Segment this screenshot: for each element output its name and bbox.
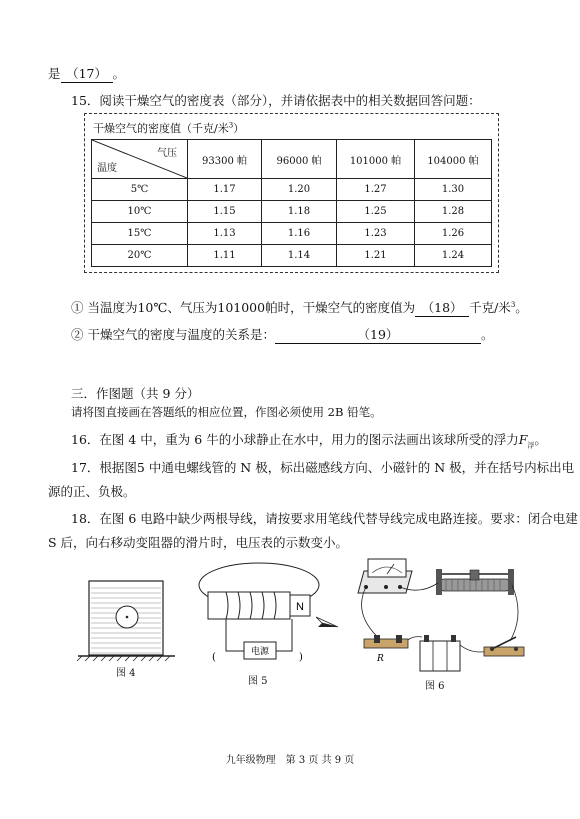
value-cell: 1.28 xyxy=(415,201,492,223)
section-3-heading: 三．作图题（共 9 分） xyxy=(71,386,200,401)
figures-area xyxy=(0,555,580,695)
figure-4 xyxy=(77,581,175,661)
blank-18: （18） xyxy=(415,298,469,317)
n-pole-label: N xyxy=(296,601,304,613)
density-table xyxy=(91,139,492,267)
value-cell: 1.25 xyxy=(337,201,415,223)
corner-cell xyxy=(92,140,188,179)
value-cell: 1.26 xyxy=(415,223,492,245)
paren-left: ( xyxy=(212,652,216,663)
paren-right: ) xyxy=(299,652,303,663)
sub2-text: ② 干燥空气的密度与温度的关系是： xyxy=(71,327,275,342)
sub1-sup: 3 xyxy=(510,300,516,309)
sub1-unit: 千克/米 xyxy=(469,300,511,315)
value-cell: 1.23 xyxy=(337,223,415,245)
battery xyxy=(420,635,460,671)
table-title-text: 干燥空气的密度值（千克/米 xyxy=(93,122,229,135)
q16-end: 。 xyxy=(534,432,547,447)
resistor xyxy=(364,635,408,664)
value-cell: 1.18 xyxy=(262,201,337,223)
rheostat xyxy=(436,569,514,595)
table-row xyxy=(92,179,492,201)
figure-5 xyxy=(199,563,338,663)
value-cell: 1.14 xyxy=(262,245,337,267)
pressure-header: 101000 帕 xyxy=(337,140,415,179)
page-footer: 九年级物理 第 3 页 共 9 页 xyxy=(225,755,355,766)
temp-cell: 5℃ xyxy=(92,179,188,201)
table-title xyxy=(93,120,244,136)
figure-6 xyxy=(358,559,524,671)
sub2-end: 。 xyxy=(480,327,494,342)
question-15-stem: 15．阅读干燥空气的密度表（部分），并请依据表中的相关数据回答问题： xyxy=(71,93,481,108)
sub-question-1 xyxy=(71,298,528,317)
value-cell: 1.15 xyxy=(188,201,262,223)
suffix-text: 。 xyxy=(112,66,126,81)
pressure-header: 96000 帕 xyxy=(262,140,337,179)
sub1-end: 。 xyxy=(515,300,528,315)
sub-question-2 xyxy=(71,325,494,344)
q16-symbol: F xyxy=(518,432,528,447)
corner-pressure-label: 气压 xyxy=(157,148,177,159)
figure-4-caption: 图 4 xyxy=(116,668,136,679)
question-18-line2: S 后，向右移动变阻器的滑片时，电压表的示数变小。 xyxy=(48,535,349,550)
question-18-line1: 18．在图 6 电路中缺少两根导线，请按要求用笔线代替导线完成电路连接。要求：闭合电建 xyxy=(71,511,578,526)
switch xyxy=(484,637,524,656)
section-3-instruction: 请将图直接画在答题纸的相应位置，作图必须使用 2B 铅笔。 xyxy=(71,405,382,419)
blank-19: （19） xyxy=(275,325,481,344)
value-cell: 1.24 xyxy=(415,245,492,267)
value-cell: 1.13 xyxy=(188,223,262,245)
value-cell: 1.16 xyxy=(262,223,337,245)
voltmeter xyxy=(358,559,412,593)
table-title-sup: 3 xyxy=(228,121,234,130)
figure-6-caption: 图 6 xyxy=(425,681,445,692)
table-title-close: ） xyxy=(233,122,245,135)
question-17-line2: 源的正、负极。 xyxy=(48,484,136,499)
answer-line-17 xyxy=(48,64,125,83)
power-label: 电源 xyxy=(250,647,270,657)
sub1-text: ① 当温度为10℃、气压为101000帕时，干燥空气的密度值为 xyxy=(71,300,416,315)
temp-cell: 15℃ xyxy=(92,223,188,245)
value-cell: 1.30 xyxy=(415,179,492,201)
prefix-text: 是 xyxy=(48,66,61,81)
value-cell: 1.17 xyxy=(188,179,262,201)
value-cell: 1.21 xyxy=(337,245,415,267)
value-cell: 1.20 xyxy=(262,179,337,201)
q16-sub: 浮 xyxy=(527,441,535,450)
table-row xyxy=(92,223,492,245)
table-row xyxy=(92,245,492,267)
compass-needle xyxy=(316,617,338,627)
temp-cell: 20℃ xyxy=(92,245,188,267)
question-17-line1: 17．根据图5 中通电螺线管的 N 极，标出磁感线方向、小磁针的 N 极，并在括号内标出电 xyxy=(71,460,575,475)
corner-temp-label: 温度 xyxy=(97,163,117,174)
q16-text: 16．在图 4 中，重为 6 牛的小球静止在水中，用力的图示法画出该球所受的浮力 xyxy=(71,432,519,447)
value-cell: 1.27 xyxy=(337,179,415,201)
question-16 xyxy=(71,430,547,451)
resistor-label: R xyxy=(377,654,384,664)
pressure-header: 93300 帕 xyxy=(188,140,262,179)
temp-cell: 10℃ xyxy=(92,201,188,223)
figure-5-caption: 图 5 xyxy=(248,676,268,687)
value-cell: 1.11 xyxy=(188,245,262,267)
pressure-header: 104000 帕 xyxy=(415,140,492,179)
blank-17: （17） xyxy=(61,64,113,83)
table-row xyxy=(92,201,492,223)
